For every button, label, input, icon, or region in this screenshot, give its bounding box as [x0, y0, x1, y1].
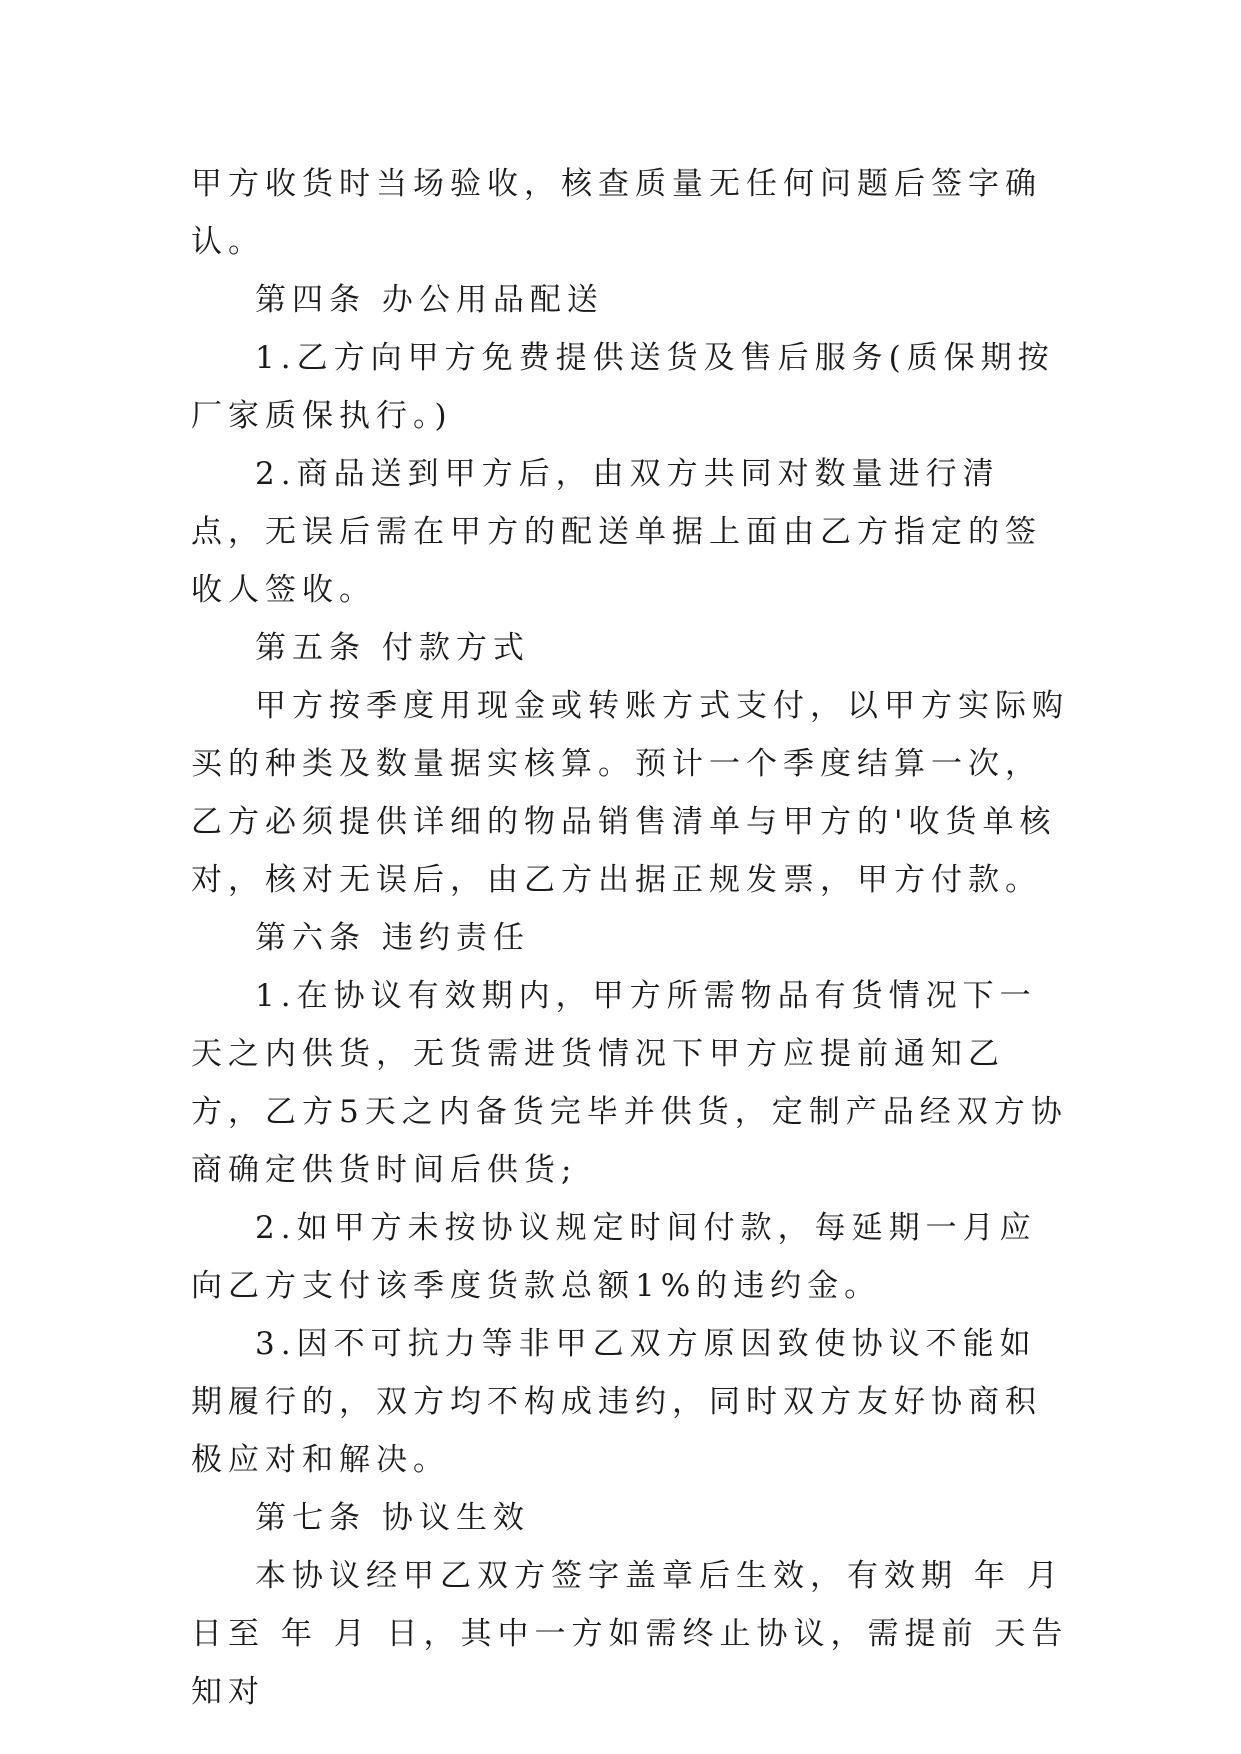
paragraph-article-6-item-2: 2.如甲方未按协议规定时间付款，每延期一月应向乙方支付该季度货款总额1%的违约金。: [191, 1210, 1037, 1304]
document-body: [191, 155, 1071, 1721]
paragraph-article-7: 本协议经甲乙双方签字盖章后生效，有效期 年 月 日至 年 月 日，其中一方如需终止协议，需提前 天告知对: [191, 1558, 1069, 1710]
paragraph-article-4-item-1: 1.乙方向甲方免费提供送货及售后服务(质保期按厂家质保执行。): [191, 340, 1055, 434]
heading-article-5: 第五条 付款方式: [255, 630, 530, 666]
paragraph-article-4-item-2: 2.商品送到甲方后，由双方共同对数量进行清点，无误后需在甲方的配送单据上面由乙方指定的签收人签收。: [191, 456, 1042, 608]
heading-article-6: 第六条 违约责任: [255, 920, 530, 956]
paragraph-article-6-item-3: 3.因不可抗力等非甲乙双方原因致使协议不能如期履行的，双方均不构成违约，同时双方友好协商积极应对和解决。: [191, 1326, 1042, 1478]
heading-article-7: 第七条 协议生效: [255, 1500, 530, 1536]
heading-article-4: 第四条 办公用品配送: [255, 282, 604, 318]
paragraph-acceptance: 甲方收货时当场验收，核查质量无任何问题后签字确认。: [191, 166, 1042, 260]
paragraph-article-5: 甲方按季度用现金或转账方式支付，以甲方实际购买的种类及数量据实核算。预计一个季度结算一次，乙方必须提供详细的物品销售清单与甲方的'收货单核对，核对无误后，由乙方出据正规发票，甲方付款。: [191, 688, 1069, 898]
paragraph-article-6-item-1: 1.在协议有效期内，甲方所需物品有货情况下一天之内供货，无货需进货情况下甲方应提前通知乙方，乙方5天之内备货完毕并供货，定制产品经双方协商确定供货时间后供货;: [191, 978, 1068, 1188]
